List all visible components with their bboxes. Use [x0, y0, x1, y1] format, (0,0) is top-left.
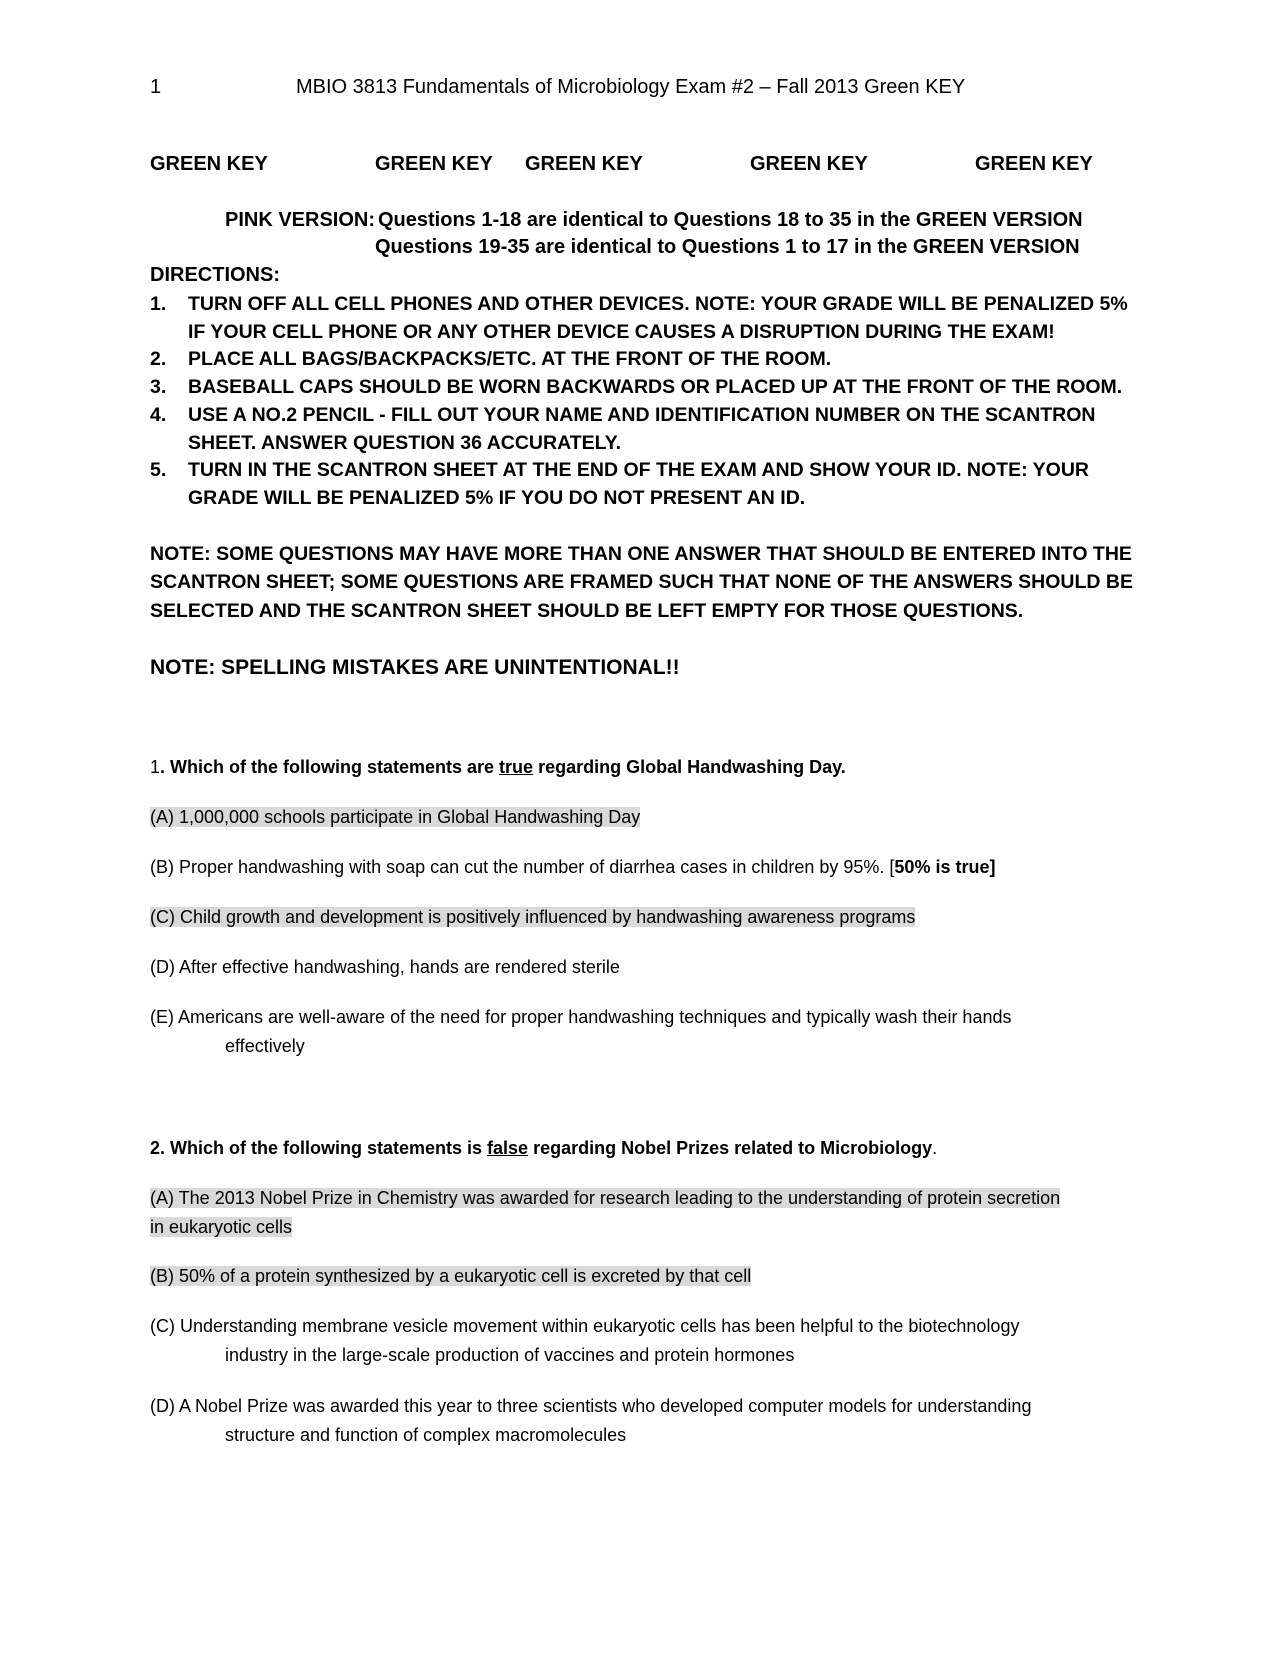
page-number: 1 [150, 76, 162, 98]
direction-item: 2. PLACE ALL BAGS/BACKPACKS/ETC. AT THE FRONT OF THE ROOM. [150, 348, 832, 371]
q2-option-b: (B) 50% of a protein synthesized by a eukaryotic cell is excreted by that cell [150, 1266, 752, 1286]
note-spelling: NOTE: SPELLING MISTAKES ARE UNINTENTIONAL!! [150, 656, 680, 679]
page-title: MBIO 3813 Fundamentals of Microbiology Exam #2 – Fall 2013 Green KEY [296, 76, 966, 98]
q1-option-e: (E) Americans are well-aware of the need for proper handwashing techniques and typically wash their hands effectively [150, 1007, 1012, 1056]
key-label-1: GREEN KEY [150, 153, 268, 175]
question-1-stem: 1. Which of the following statements are true regarding Global Handwashing Day. [150, 757, 846, 777]
directions-heading: DIRECTIONS: [150, 264, 280, 286]
q1-option-d: (D) After effective handwashing, hands are rendered sterile [150, 957, 620, 977]
version-label: PINK VERSION: [225, 209, 376, 231]
direction-item: 4. USE A NO.2 PENCIL - FILL OUT YOUR NAME AND IDENTIFICATION NUMBER ON THE SCANTRON SHEET. ANSWER QUESTION 36 ACCURATELY. [150, 403, 1096, 454]
key-label-2: GREEN KEY [375, 153, 493, 175]
note-scantron: NOTE: SOME QUESTIONS MAY HAVE MORE THAN ONE ANSWER THAT SHOULD BE ENTERED INTO THE SCANTRON SHEET; SOME QUESTIONS ARE FRAMED SUCH THAT NONE OF THE ANSWERS SHOULD BE SELECTED AND THE SCANTRON SHEET SHOULD BE LEFT EMPTY FOR THOSE QUESTIONS. [150, 543, 1133, 622]
key-label-5: GREEN KEY [975, 153, 1093, 175]
key-label-3: GREEN KEY [525, 153, 643, 175]
q1-option-c: (C) Child growth and development is positively influenced by handwashing awareness programs [150, 907, 916, 927]
directions-list [150, 291, 1130, 513]
direction-item: 3. BASEBALL CAPS SHOULD BE WORN BACKWARDS OR PLACED UP AT THE FRONT OF THE ROOM. [150, 376, 1123, 399]
direction-item: 1. TURN OFF ALL CELL PHONES AND OTHER DEVICES. NOTE: YOUR GRADE WILL BE PENALIZED 5% IF YOUR CELL PHONE OR ANY OTHER DEVICE CAUSES A DISRUPTION DURING THE EXAM! [150, 293, 1128, 343]
question-2-stem: 2. Which of the following statements is false regarding Nobel Prizes related to Microbiology. [150, 1138, 938, 1158]
q2-option-c: (C) Understanding membrane vesicle movement within eukaryotic cells has been helpful to the biotechnology industry in the large-scale production of vaccines and protein hormones [150, 1316, 1020, 1365]
version-line-1: Questions 1-18 are identical to Questions 18 to 35 in the GREEN VERSION [378, 209, 1083, 231]
q1-option-a: (A) 1,000,000 schools participate in Global Handwashing Day [150, 807, 641, 827]
version-line-2: Questions 19-35 are identical to Questions 1 to 17 in the GREEN VERSION [375, 236, 1080, 258]
key-label-4: GREEN KEY [750, 153, 868, 175]
q2-option-a: (A) The 2013 Nobel Prize in Chemistry was awarded for research leading to the understanding of protein secretion in eukaryotic cells [150, 1188, 1061, 1237]
q2-option-d: (D) A Nobel Prize was awarded this year to three scientists who developed computer models for understanding structure and function of complex macromolecules [150, 1396, 1032, 1445]
q1-option-b: (B) Proper handwashing with soap can cut the number of diarrhea cases in children by 95%. [50% is true] [150, 857, 996, 877]
direction-item: 5. TURN IN THE SCANTRON SHEET AT THE END OF THE EXAM AND SHOW YOUR ID. NOTE: YOUR GRADE WILL BE PENALIZED 5% IF YOU DO NOT PRESENT AN ID. [150, 459, 1089, 509]
